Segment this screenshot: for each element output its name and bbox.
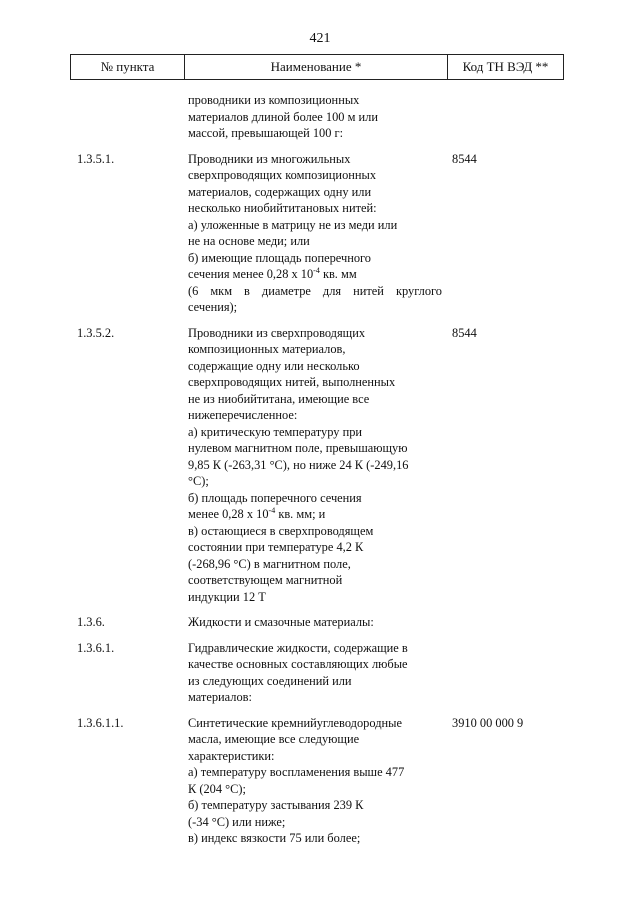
- text-line: Жидкости и смазочные материалы:: [188, 615, 374, 629]
- item-name: [188, 640, 442, 706]
- text-line: в) остающиеся в сверхпроводящем: [188, 523, 374, 538]
- exponent: -4: [268, 505, 276, 515]
- text-line: Синтетические кремнийуглеводородные: [188, 715, 402, 730]
- text-line: из следующих соединений или: [188, 673, 352, 688]
- tnved-code: 8544: [452, 325, 477, 340]
- text-line: (-268,96 °С) в магнитном поле,: [188, 556, 351, 571]
- text-line: б) площадь поперечного сечения: [188, 490, 362, 505]
- table-row: [0, 614, 640, 631]
- text-line: проводники из композиционных: [188, 93, 360, 107]
- text-line: соответствующем магнитной: [188, 573, 343, 587]
- header-tnved-code: Код ТН ВЭД **: [448, 55, 564, 80]
- text-fragment: кв. мм: [319, 267, 357, 281]
- text-line: состоянии при температуре 4,2 К: [188, 540, 364, 554]
- text-line: масла, имеющие все следующие: [188, 732, 360, 746]
- text-line: характеристики:: [188, 748, 275, 763]
- text-line: сечения);: [188, 300, 238, 314]
- item-number: 1.3.6.1.: [77, 640, 115, 655]
- item-number: 1.3.5.1.: [77, 151, 115, 166]
- text-line: нулевом магнитном поле, превышающую: [188, 441, 408, 455]
- text-line: Проводники из многожильных: [188, 151, 351, 166]
- text-line: сверхпроводящих нитей, выполненных: [188, 375, 396, 389]
- text-line: содержащие одну или несколько: [188, 358, 360, 373]
- item-name: [188, 151, 442, 316]
- text-line: 9,85 К (-263,31 °С), но ниже 24 К (-249,16: [188, 457, 409, 472]
- text-line: не на основе меди; или: [188, 234, 310, 248]
- text-line: в) индекс вязкости 75 или более;: [188, 831, 361, 845]
- tnved-code: 8544: [452, 151, 477, 166]
- text-line: массой, превышающей 100 г:: [188, 126, 344, 140]
- table-row: [0, 715, 640, 847]
- exponent: -4: [313, 265, 320, 275]
- text-fragment: кв. мм; и: [275, 507, 326, 521]
- text-fragment: сечения менее 0,28 x 10: [188, 267, 314, 281]
- header-item-number: № пункта: [71, 55, 185, 80]
- text-line: материалов длиной более 100 м или: [188, 109, 378, 124]
- text-line: (6 мкм в диаметре для нитей круглого: [188, 283, 442, 298]
- text-line: а) уложенные в матрицу не из меди или: [188, 217, 398, 232]
- item-name: [188, 715, 442, 847]
- text-line: не из ниобийтитана, имеющие все: [188, 391, 370, 406]
- text-line: а) критическую температуру при: [188, 424, 363, 439]
- item-name: [188, 325, 442, 606]
- text-line: а) температуру воспламенения выше 477: [188, 765, 405, 779]
- table-row: [0, 151, 640, 316]
- item-number: 1.3.6.1.1.: [77, 715, 124, 730]
- text-line: нижеперечисленное:: [188, 408, 298, 422]
- text-line: (-34 °С) или ниже;: [188, 814, 286, 829]
- table-row: [0, 325, 640, 606]
- item-name: [188, 614, 442, 631]
- text-line: несколько ниобийтитановых нитей:: [188, 201, 377, 215]
- text-line: качестве основных составляющих любые: [188, 657, 408, 671]
- text-line: композиционных материалов,: [188, 342, 346, 356]
- document-body: [0, 92, 640, 856]
- text-line: материалов, содержащих одну или: [188, 184, 372, 199]
- text-line: б) имеющие площадь поперечного: [188, 250, 371, 265]
- column-header-table: [70, 54, 564, 80]
- text-line: К (204 °С);: [188, 781, 246, 796]
- text-line: сверхпроводящих композиционных: [188, 168, 377, 182]
- item-number: 1.3.6.: [77, 615, 105, 629]
- item-name: [188, 92, 442, 142]
- tnved-code: 3910 00 000 9: [452, 715, 524, 730]
- text-line: [188, 506, 442, 523]
- text-line: Гидравлические жидкости, содержащие в: [188, 640, 408, 655]
- item-number: 1.3.5.2.: [77, 325, 115, 340]
- text-line: индукции 12 Т: [188, 589, 266, 604]
- text-line: б) температуру застывания 239 К: [188, 798, 364, 812]
- header-name: Наименование *: [185, 55, 448, 80]
- table-row: [0, 92, 640, 142]
- table-row: [0, 640, 640, 706]
- text-line: Проводники из сверхпроводящих: [188, 325, 366, 340]
- text-fragment: менее 0,28 x 10: [188, 507, 269, 521]
- text-line: материалов:: [188, 690, 252, 704]
- text-line: [188, 266, 442, 283]
- text-line: °С);: [188, 474, 209, 488]
- page-number: 421: [309, 31, 331, 46]
